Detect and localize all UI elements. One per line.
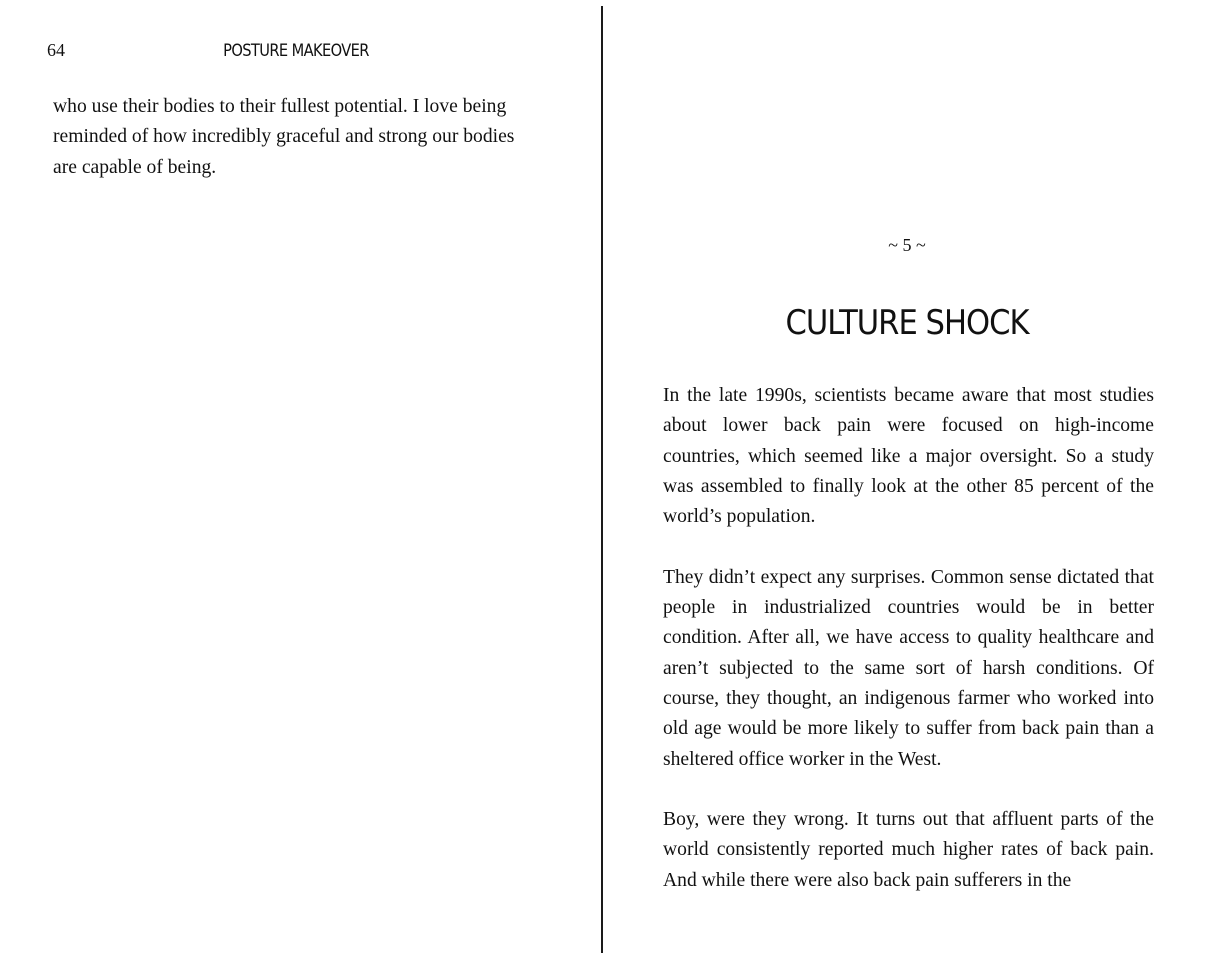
chapter-title: CULTURE SHOCK: [785, 302, 1029, 343]
left-page-text: who use their bodies to their fullest potential. I love being reminded of how incredibly graceful and strong our bodies are capable of being.: [53, 96, 515, 178]
body-paragraph: Boy, were they wrong. It turns out that affluent parts of the world consistently reported much higher rates of back pain. And while there were also back pain sufferers in the: [663, 809, 1154, 891]
page-gutter-divider: [601, 6, 603, 953]
left-page: [0, 0, 602, 958]
body-paragraph: In the late 1990s, scientists became aware that most studies about lower back pain were focused on high-income countries, which seemed like a major oversight. So a study was assembled to finally look at the other 85 percent of the world’s population.: [663, 385, 1154, 528]
body-paragraph: They didn’t expect any surprises. Common sense dictated that people in industrialized countries would be in better condition. After all, we have access to quality healthcare and aren’t subjected to the same sort of harsh conditions. Of course, they thought, an indigenous farmer who worked into old age would be more likely to suffer from back pain than a sheltered office worker in the West.: [663, 566, 1154, 770]
right-page: [604, 0, 1217, 958]
page-number: 64: [47, 40, 65, 60]
running-head: POSTURE MAKEOVER: [223, 41, 369, 61]
chapter-body: [663, 381, 1154, 896]
chapter-number: ~ 5 ~: [888, 235, 926, 255]
